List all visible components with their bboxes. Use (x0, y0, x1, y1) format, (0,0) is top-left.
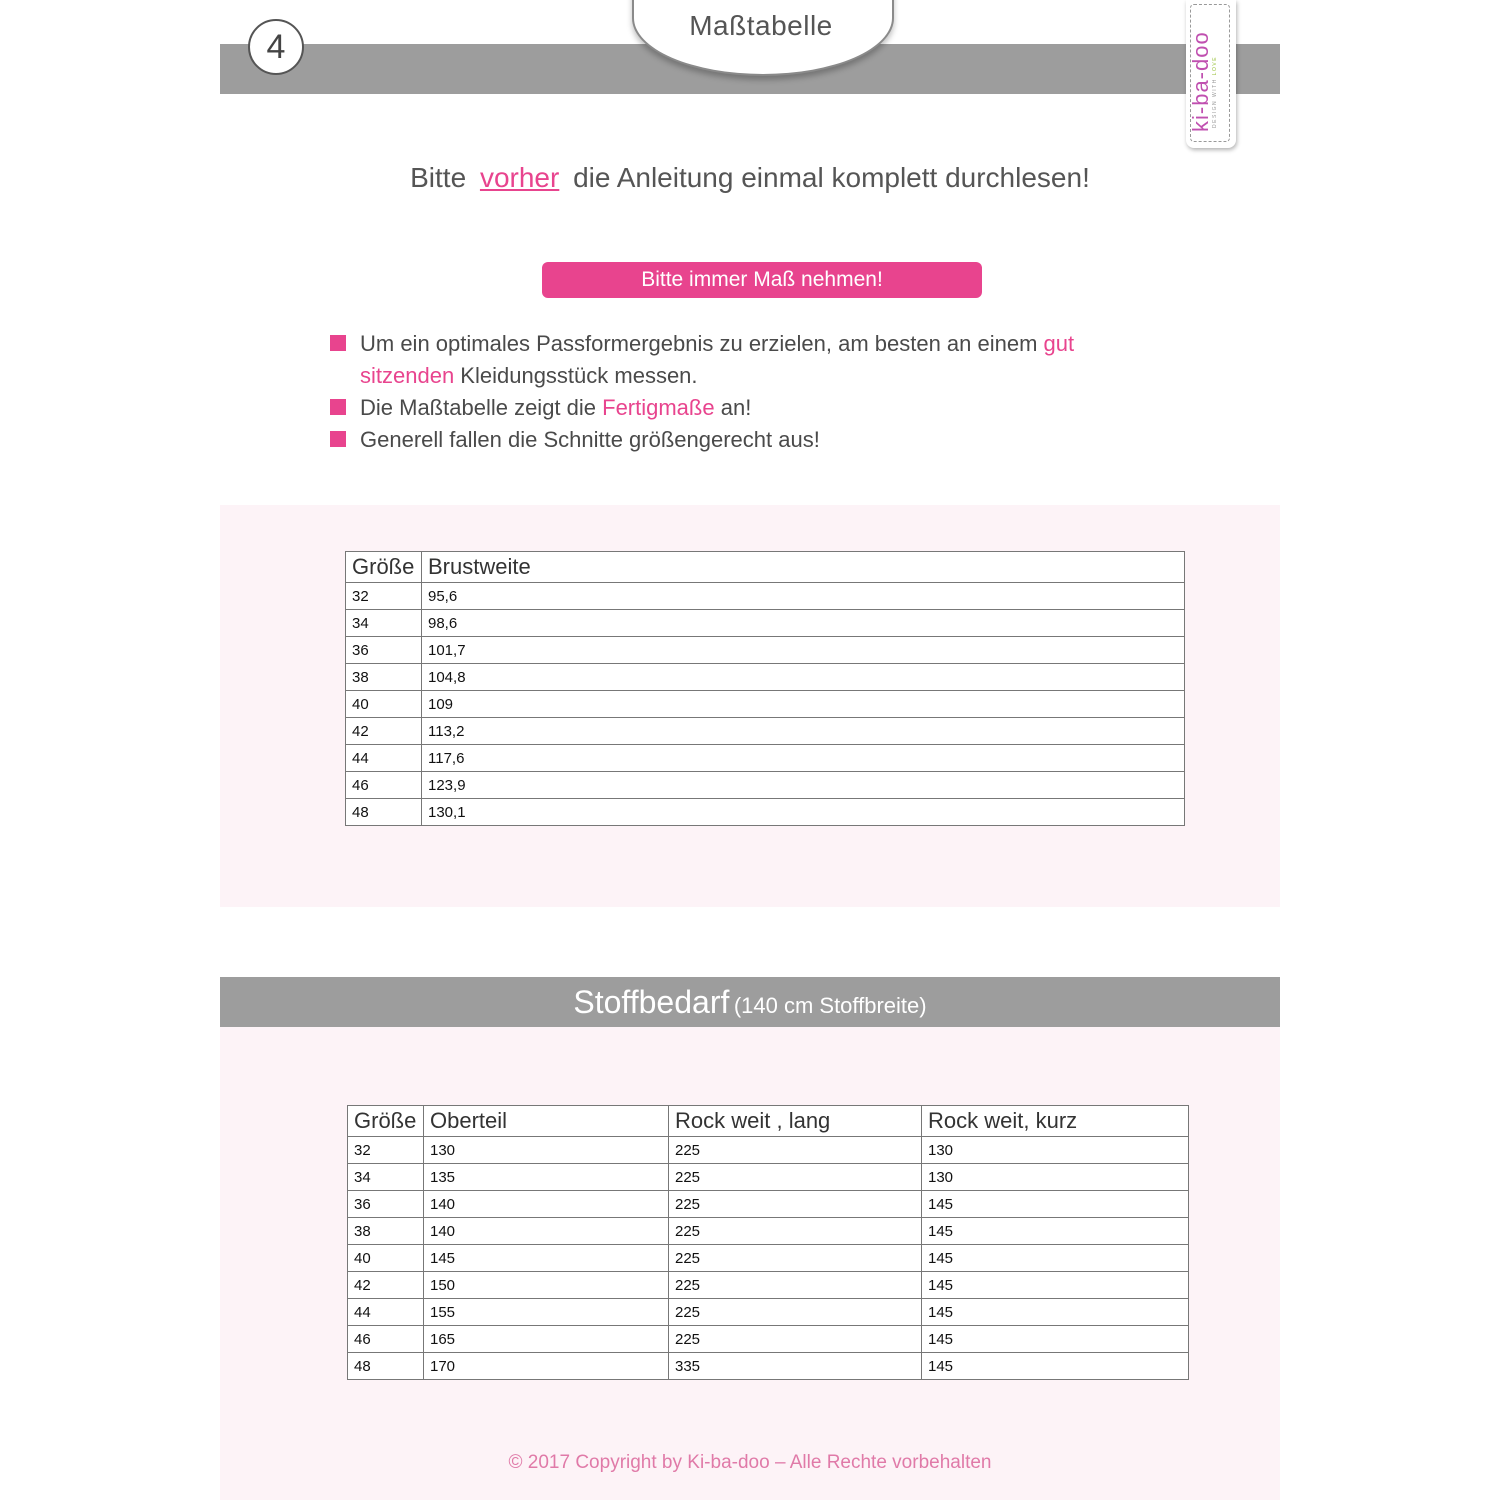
table-cell: 130,1 (422, 799, 1185, 826)
table-cell: 44 (348, 1299, 424, 1326)
table-cell: 225 (669, 1137, 922, 1164)
tip-item (330, 392, 1090, 424)
table-cell: 170 (424, 1353, 669, 1380)
tips-list (330, 328, 1090, 456)
table-row (346, 745, 1185, 772)
column-header: Größe (348, 1106, 424, 1137)
table-cell: 135 (424, 1164, 669, 1191)
table-cell: 38 (348, 1218, 424, 1245)
table-cell: 104,8 (422, 664, 1185, 691)
table-cell: 32 (346, 583, 422, 610)
section-title: Maßtabelle (689, 10, 833, 41)
table-cell: 225 (669, 1164, 922, 1191)
table-cell: 145 (922, 1218, 1189, 1245)
table-cell: 145 (922, 1326, 1189, 1353)
table-row (346, 583, 1185, 610)
table-cell: 117,6 (422, 745, 1185, 772)
table-cell: 145 (922, 1191, 1189, 1218)
table-cell: 225 (669, 1245, 922, 1272)
table-cell: 140 (424, 1218, 669, 1245)
notice-post: die Anleitung einmal komplett durchlesen! (573, 162, 1090, 193)
table-row (346, 799, 1185, 826)
table-cell: 335 (669, 1353, 922, 1380)
size-chart-table (345, 551, 1185, 826)
table-cell: 145 (922, 1299, 1189, 1326)
logo-tagline (1212, 56, 1218, 128)
table-cell: 48 (346, 799, 422, 826)
fabric-requirement-bar (220, 977, 1280, 1027)
tip-2-highlight: Fertigmaße (602, 395, 715, 420)
fabric-title: Stoffbedarf (573, 984, 730, 1020)
table-cell: 46 (348, 1326, 424, 1353)
table-cell: 145 (922, 1245, 1189, 1272)
table-cell: 130 (922, 1137, 1189, 1164)
table-row (346, 691, 1185, 718)
tip-3-text: Generell fallen die Schnitte größengerecht aus! (360, 427, 820, 452)
fabric-subtitle: (140 cm Stoffbreite) (733, 993, 927, 1018)
table-row (346, 718, 1185, 745)
table-cell: 155 (424, 1299, 669, 1326)
table-cell: 140 (424, 1191, 669, 1218)
notice-emphasis: vorher (479, 162, 560, 193)
table-row (346, 637, 1185, 664)
column-header: Rock weit, kurz (922, 1106, 1189, 1137)
table-cell: 40 (346, 691, 422, 718)
logo-wordmark: ki-ba-doo (1188, 31, 1213, 132)
tip-1-highlight: gut sitzenden (360, 331, 1075, 388)
table-cell: 225 (669, 1326, 922, 1353)
tip-item (330, 328, 1090, 392)
table-cell: 225 (669, 1272, 922, 1299)
column-header: Oberteil (424, 1106, 669, 1137)
table-cell: 130 (424, 1137, 669, 1164)
tip-1-pre: Um ein optimales Passformergebnis zu erzielen, am besten an einem (360, 331, 1044, 356)
table-cell: 109 (422, 691, 1185, 718)
logo-tagline-a: DESIGN WITH (1212, 75, 1218, 128)
table-row (348, 1164, 1189, 1191)
table-cell: 101,7 (422, 637, 1185, 664)
brand-logo (1186, 0, 1236, 148)
table-cell: 150 (424, 1272, 669, 1299)
table-row (348, 1272, 1189, 1299)
table-cell: 36 (346, 637, 422, 664)
table-row (348, 1245, 1189, 1272)
fabric-table (347, 1105, 1189, 1380)
table-cell: 165 (424, 1326, 669, 1353)
table-cell: 145 (922, 1272, 1189, 1299)
page-number-badge: 4 (248, 19, 304, 75)
table-cell: 36 (348, 1191, 424, 1218)
table-cell: 38 (346, 664, 422, 691)
table-row (348, 1326, 1189, 1353)
table-row (348, 1137, 1189, 1164)
table-cell: 145 (922, 1353, 1189, 1380)
table-cell: 98,6 (422, 610, 1185, 637)
tip-2-post: an! (714, 395, 752, 420)
table-header-row (348, 1106, 1189, 1137)
column-header: Brustweite (422, 552, 1185, 583)
table-cell: 42 (348, 1272, 424, 1299)
table-cell: 113,2 (422, 718, 1185, 745)
table-cell: 32 (348, 1137, 424, 1164)
table-row (348, 1299, 1189, 1326)
table-cell: 130 (922, 1164, 1189, 1191)
table-cell: 95,6 (422, 583, 1185, 610)
column-header: Rock weit , lang (669, 1106, 922, 1137)
tip-2-pre: Die Maßtabelle zeigt die (360, 395, 603, 420)
logo-tagline-b: LOVE (1212, 55, 1218, 76)
table-cell: 46 (346, 772, 422, 799)
table-cell: 48 (348, 1353, 424, 1380)
table-row (348, 1191, 1189, 1218)
table-header-row (346, 552, 1185, 583)
table-cell: 40 (348, 1245, 424, 1272)
table-row (346, 664, 1185, 691)
table-row (346, 610, 1185, 637)
column-header: Größe (346, 552, 422, 583)
table-cell: 123,9 (422, 772, 1185, 799)
table-cell: 44 (346, 745, 422, 772)
table-cell: 34 (346, 610, 422, 637)
table-row (348, 1218, 1189, 1245)
measure-reminder-banner: Bitte immer Maß nehmen! (542, 262, 982, 298)
table-row (348, 1353, 1189, 1380)
table-cell: 145 (424, 1245, 669, 1272)
tip-1-post: Kleidungsstück messen. (454, 363, 698, 388)
table-cell: 225 (669, 1299, 922, 1326)
read-first-notice (0, 162, 1500, 194)
table-cell: 42 (346, 718, 422, 745)
copyright-footer: © 2017 Copyright by Ki-ba-doo – Alle Rechte vorbehalten (508, 1452, 992, 1473)
table-cell: 225 (669, 1191, 922, 1218)
table-cell: 34 (348, 1164, 424, 1191)
tip-item (330, 424, 1090, 456)
table-cell: 225 (669, 1218, 922, 1245)
notice-pre: Bitte (410, 162, 467, 193)
table-row (346, 772, 1185, 799)
